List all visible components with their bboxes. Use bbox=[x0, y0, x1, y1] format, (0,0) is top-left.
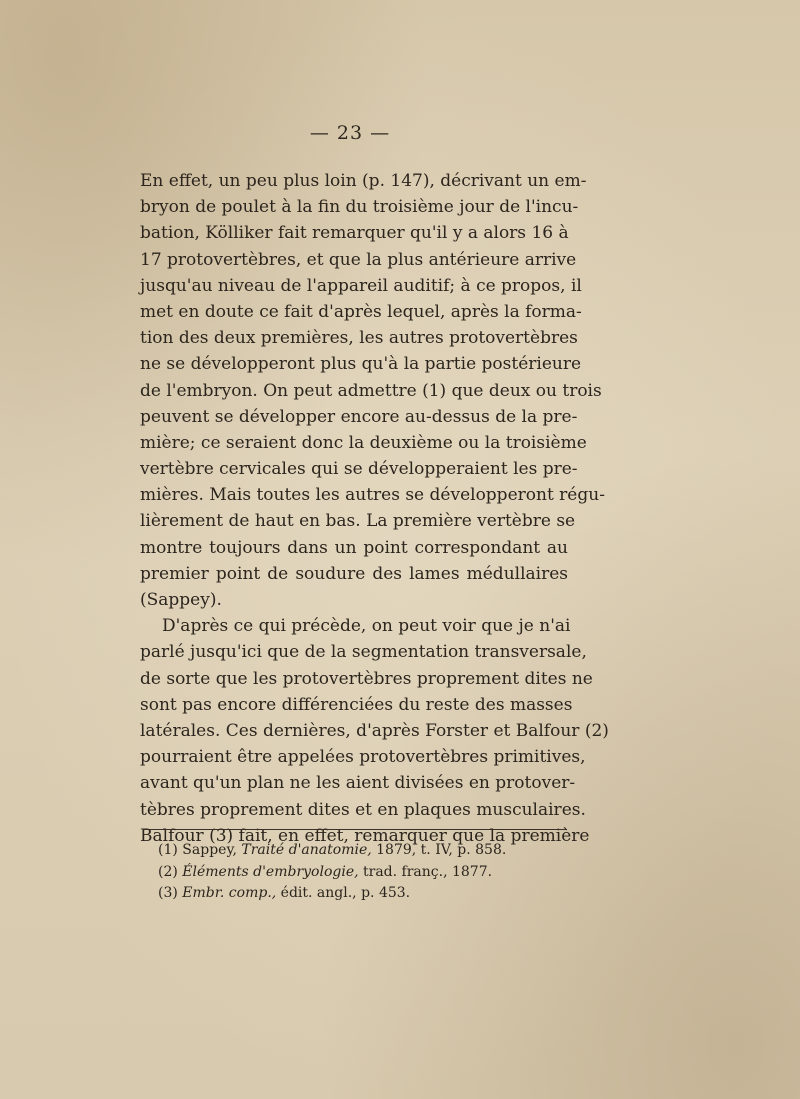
text-line: mière; ce seraient donc la deuxième ou la troisième bbox=[140, 432, 587, 453]
text-line: latérales. Ces dernières, d'après Forster et Balfour (2) bbox=[140, 720, 609, 741]
footnote-title: Traité d'anatomie, bbox=[241, 842, 372, 858]
footnote-marker: (2) bbox=[158, 863, 178, 880]
text-line: parlé jusqu'ici que de la segmentation transversale, bbox=[140, 642, 587, 663]
page-number: — 23 — bbox=[309, 122, 391, 144]
footnote-2 bbox=[158, 862, 578, 884]
text-line: jusqu'au niveau de l'appareil auditif; à ce propos, il bbox=[140, 275, 582, 296]
footnote-marker: (3) bbox=[158, 885, 178, 901]
footnote-3 bbox=[158, 883, 578, 905]
text-line: Balfour (3) fait, en effet, remarquer que la première bbox=[140, 825, 590, 846]
text-line: bryon de poulet à la fin du troisième jour de l'incu- bbox=[140, 197, 579, 218]
body-text bbox=[140, 168, 609, 849]
text-line: premier point de soudure des lames médullaires bbox=[140, 563, 568, 584]
text-line: 17 protovertèbres, et que la plus antérieure arrive bbox=[140, 249, 577, 270]
footnote-title: Embr. comp., bbox=[182, 885, 277, 901]
text-line: tèbres proprement dites et en plaques musculaires. bbox=[140, 799, 586, 820]
footnote-author: Sappey, bbox=[182, 842, 237, 858]
text-line: met en doute ce fait d'après lequel, après la forma- bbox=[140, 301, 582, 322]
text-line: montre toujours dans un point correspondant au bbox=[140, 537, 568, 558]
text-line: avant qu'un plan ne les aient divisées en protover- bbox=[140, 773, 576, 794]
text-line: sont pas encore différenciées du reste des masses bbox=[140, 694, 573, 715]
text-line: vertèbre cervicales qui se développeraient les pre- bbox=[140, 459, 578, 480]
footnote-marker: (1) bbox=[158, 842, 178, 858]
text-line: bation, Kölliker fait remarquer qu'il y a alors 16 à bbox=[140, 223, 569, 244]
text-line: En effet, un peu plus loin (p. 147), décrivant un em- bbox=[140, 171, 587, 191]
footnotes bbox=[158, 840, 578, 905]
footnote-rule bbox=[143, 829, 567, 830]
footnote-1 bbox=[158, 840, 578, 862]
text-line: lièrement de haut en bas. La première vertèbre se bbox=[140, 511, 576, 532]
footnote-details: édit. angl., p. 453. bbox=[280, 885, 411, 901]
footnote-details: trad. franç., 1877. bbox=[363, 863, 493, 880]
text-line: pourraient être appelées protovertèbres primitives, bbox=[140, 747, 586, 768]
text-line: de l'embryon. On peut admettre (1) que deux ou trois bbox=[140, 380, 602, 401]
text-line: de sorte que les protovertèbres proprement dites ne bbox=[140, 668, 593, 689]
text-line: D'après ce qui précède, on peut voir que je n'ai bbox=[162, 616, 571, 637]
text-line: (Sappey). bbox=[140, 590, 222, 610]
footnote-details: 1879, t. IV, p. 858. bbox=[376, 842, 507, 858]
footnote-title: Éléments d'embryologie, bbox=[182, 863, 359, 880]
text-line: tion des deux premières, les autres protovertèbres bbox=[140, 328, 578, 349]
text-line: ne se développeront plus qu'à la partie postérieure bbox=[140, 354, 582, 375]
text-line: mières. Mais toutes les autres se développeront régu- bbox=[140, 485, 605, 506]
text-line: peuvent se développer encore au-dessus de la pre- bbox=[140, 406, 578, 427]
